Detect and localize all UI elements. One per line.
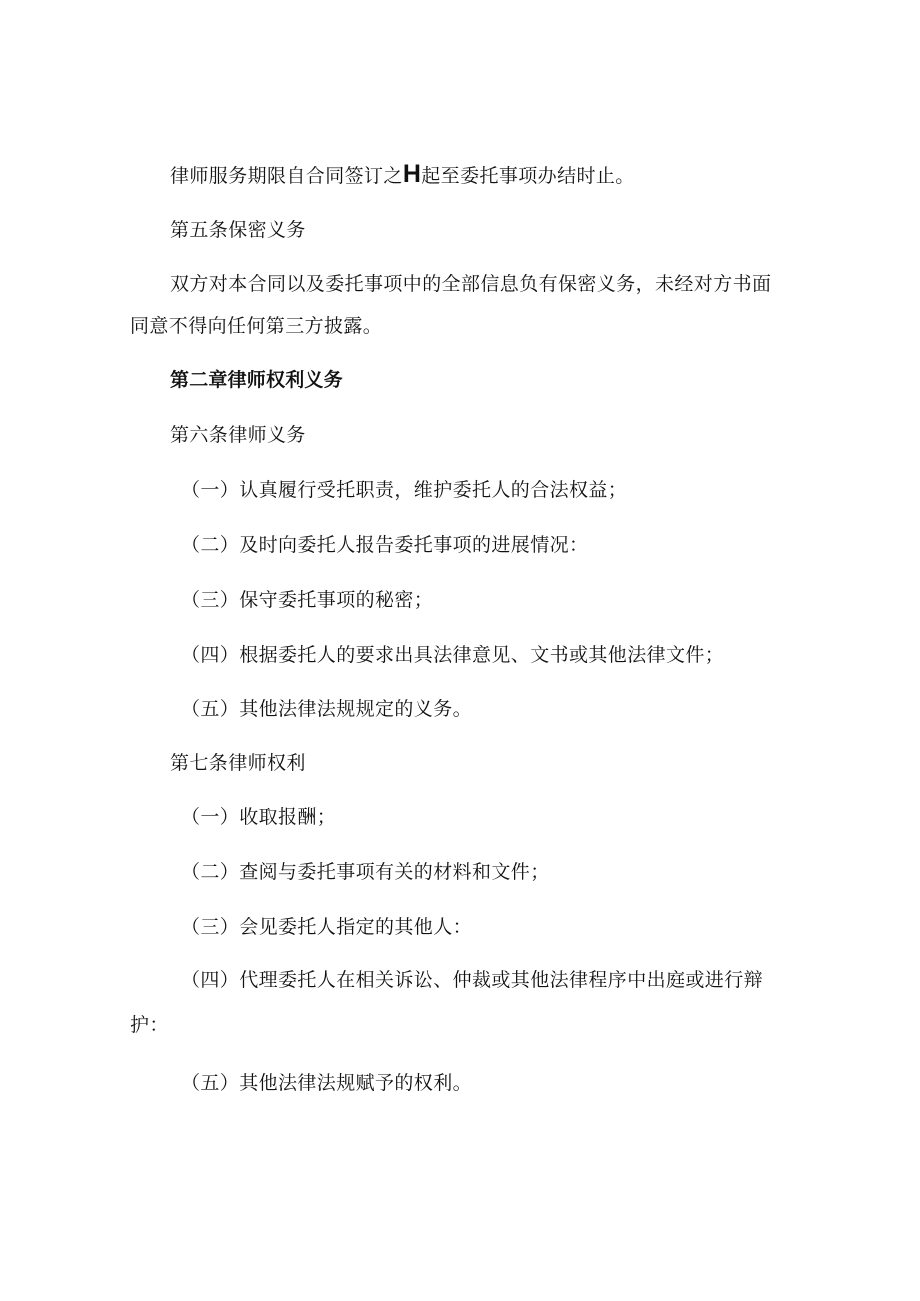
article-7-item: （二）查阅与委托事项有关的材料和文件； — [181, 861, 550, 883]
service-term-glyph: H — [402, 160, 422, 188]
article-7-item: （五）其他法律法规赋予的权利。 — [181, 1072, 473, 1094]
service-term-text-after: 起至委托事项办结时止。 — [421, 165, 635, 187]
chapter-2-heading: 第二章律师权利义务 — [170, 369, 343, 391]
article-6-heading: 第六条律师义务 — [170, 424, 306, 446]
article-6-item: （四）根据委托人的要求出具法律意见、文书或其他法律文件； — [181, 644, 725, 666]
service-term-paragraph — [170, 162, 635, 188]
service-term-text-before: 律师服务期限自合同签订之 — [170, 165, 403, 187]
article-7-heading: 第七条律师权利 — [170, 752, 306, 774]
article-6-item: （二）及时向委托人报告委托事项的进展情况： — [181, 534, 589, 556]
article-7-item: （三）会见委托人指定的其他人： — [181, 916, 473, 938]
article-7-item-continuation: 护： — [130, 1014, 169, 1036]
article-6-item: （五）其他法律法规规定的义务。 — [181, 698, 473, 720]
article-6-item: （三）保守委托事项的秘密； — [181, 589, 434, 611]
article-5-body-line-2: 同意不得向任何第三方披露。 — [130, 315, 383, 337]
article-5-heading: 第五条保密义务 — [170, 219, 306, 241]
article-7-item: （四）代理委托人在相关诉讼、仲裁或其他法律程序中出庭或进行辩 — [181, 969, 764, 991]
article-5-body-line-1: 双方对本合同以及委托事项中的全部信息负有保密义务，未经对方书面 — [170, 273, 772, 295]
article-7-item: （一）收取报酬； — [181, 806, 337, 828]
article-6-item: （一）认真履行受托职责，维护委托人的合法权益； — [181, 479, 628, 501]
